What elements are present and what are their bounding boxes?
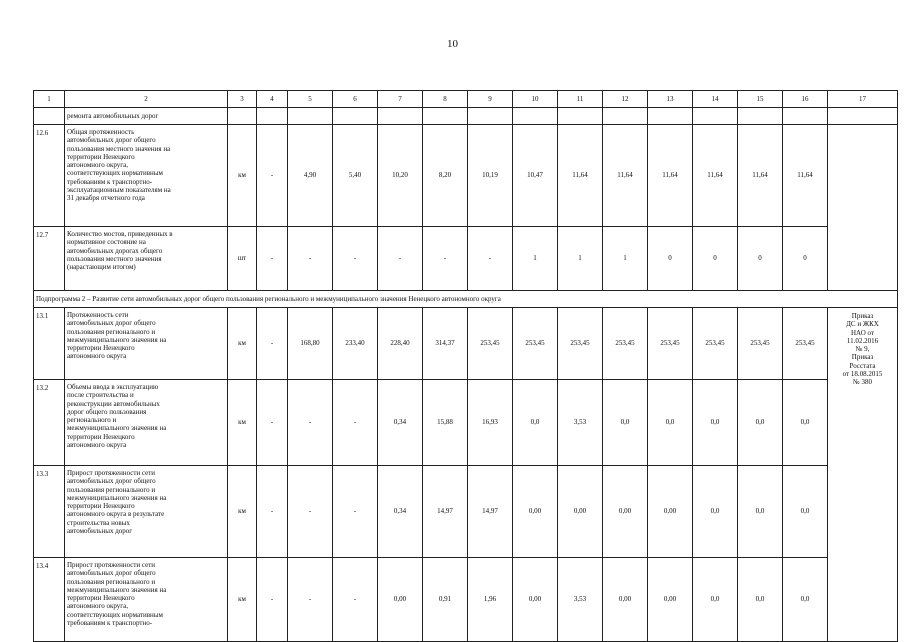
column-header: 7 <box>378 91 423 108</box>
text-line: ДС и ЖКХ <box>846 320 879 329</box>
text-line: НАО от <box>850 328 875 337</box>
value-cell: - <box>333 380 378 466</box>
row-number: 12.7 <box>34 227 65 291</box>
value-cell <box>603 108 648 125</box>
value-cell: - <box>288 380 333 466</box>
row-number: 13.2 <box>34 380 65 466</box>
text-line: нормативное состояние на <box>67 238 146 247</box>
value-cell <box>257 108 288 125</box>
value-cell: - <box>423 227 468 291</box>
value-cell: 15,88 <box>423 380 468 466</box>
value-cell <box>513 108 558 125</box>
column-header: 12 <box>603 91 648 108</box>
value-cell: 253,45 <box>468 308 513 380</box>
row-number: 13.3 <box>34 466 65 558</box>
value-cell: - <box>257 466 288 558</box>
text-line: автомобильных дорог общего <box>67 319 156 328</box>
value-cell: 233,40 <box>333 308 378 380</box>
column-header: 8 <box>423 91 468 108</box>
text-line: автомобильных дорог общего <box>67 569 156 578</box>
text-line: автомобильных дорог общего <box>67 477 156 486</box>
value-cell: 0 <box>693 227 738 291</box>
column-header: 1 <box>34 91 65 108</box>
text-line: автономного округа <box>67 440 127 449</box>
value-cell: 11,64 <box>558 125 603 227</box>
unit-cell: км <box>228 466 257 558</box>
value-cell: 16,93 <box>468 380 513 466</box>
value-cell: 0 <box>648 227 693 291</box>
table-row <box>34 558 898 642</box>
table-row <box>34 227 898 291</box>
value-cell: 0,0 <box>693 558 738 642</box>
text-line: межмуниципального значения на <box>67 493 167 502</box>
value-cell: 314,37 <box>423 308 468 380</box>
value-cell: 0,00 <box>558 466 603 558</box>
text-line: 11.02.2016 <box>846 336 879 345</box>
text-line: автомобильных дорог <box>67 526 133 535</box>
indicator-name <box>65 466 228 558</box>
value-cell: 11,64 <box>648 125 693 227</box>
unit-cell: шт <box>228 227 257 291</box>
column-header: 11 <box>558 91 603 108</box>
value-cell: 1 <box>513 227 558 291</box>
indicators-table <box>33 90 898 642</box>
text-line: дорог общего пользования <box>67 407 147 416</box>
value-cell <box>693 108 738 125</box>
value-cell: 0,0 <box>693 466 738 558</box>
indicator-name <box>65 125 228 227</box>
value-cell: 0,0 <box>603 380 648 466</box>
unit-cell: км <box>228 380 257 466</box>
value-cell: 1 <box>603 227 648 291</box>
column-header: 2 <box>65 91 228 108</box>
value-cell: 0,00 <box>648 558 693 642</box>
value-cell <box>423 108 468 125</box>
text-line: № 9, <box>855 345 870 353</box>
value-cell: 0 <box>738 227 783 291</box>
value-cell <box>738 108 783 125</box>
value-cell: 5,40 <box>333 125 378 227</box>
value-cell: 10,20 <box>378 125 423 227</box>
text-line: от 18.08.2015 <box>842 369 883 378</box>
unit-cell: км <box>228 558 257 642</box>
text-line: Объемы ввода в эксплуатацию <box>67 383 159 391</box>
value-cell: - <box>333 227 378 291</box>
value-cell: 11,64 <box>738 125 783 227</box>
value-cell: - <box>333 466 378 558</box>
indicator-name: ремонта автомобильных дорог <box>65 108 228 125</box>
value-cell: 253,45 <box>693 308 738 380</box>
text-line: пользования регионального и <box>67 485 156 494</box>
text-line: автономного округа <box>67 352 127 361</box>
column-header: 14 <box>693 91 738 108</box>
text-line: территории Ненецкого <box>67 432 135 441</box>
value-cell: 3,53 <box>558 380 603 466</box>
value-cell <box>648 108 693 125</box>
value-cell: 1,96 <box>468 558 513 642</box>
value-cell: 253,45 <box>603 308 648 380</box>
value-cell: 11,64 <box>783 125 828 227</box>
value-cell: 0,0 <box>693 380 738 466</box>
unit-cell: км <box>228 308 257 380</box>
text-line: автомобильных дорог общего <box>67 136 156 145</box>
text-line: соответствующих нормативным <box>67 610 163 619</box>
text-line: пользования регионального и <box>67 577 156 586</box>
text-line: требованиям к транспортно- <box>67 177 153 186</box>
value-cell: 253,45 <box>738 308 783 380</box>
value-cell: - <box>333 558 378 642</box>
value-cell: - <box>257 558 288 642</box>
value-cell: 0,0 <box>738 380 783 466</box>
value-cell <box>288 108 333 125</box>
text-line: Общая протяженность <box>67 128 135 136</box>
value-cell: 3,53 <box>558 558 603 642</box>
value-cell: 11,64 <box>693 125 738 227</box>
text-line: межмуниципального значения на <box>67 424 167 433</box>
value-cell: 0,0 <box>738 466 783 558</box>
text-line: пользования регионального и <box>67 327 156 336</box>
column-header: 10 <box>513 91 558 108</box>
text-line: Приказ <box>851 353 874 362</box>
indicator-name <box>65 227 228 291</box>
value-cell: 4,90 <box>288 125 333 227</box>
value-cell: - <box>257 308 288 380</box>
value-cell: 168,80 <box>288 308 333 380</box>
text-line: после строительства и <box>67 391 134 400</box>
row-number: 13.4 <box>34 558 65 642</box>
value-cell: 10,19 <box>468 125 513 227</box>
value-cell <box>228 108 257 125</box>
column-header: 13 <box>648 91 693 108</box>
column-header: 3 <box>228 91 257 108</box>
value-cell: - <box>288 227 333 291</box>
text-line: Прирост протяженности сети <box>67 561 156 569</box>
column-header: 16 <box>783 91 828 108</box>
text-line: Росстата <box>849 361 876 370</box>
text-line: межмуниципального значения на <box>67 585 167 594</box>
value-cell: 0,00 <box>603 466 648 558</box>
text-line: 31 декабря отчетного года <box>67 194 145 202</box>
indicator-name <box>65 308 228 380</box>
text-line: реконструкции автомобильных <box>67 399 160 408</box>
value-cell: 8,20 <box>423 125 468 227</box>
value-cell: 0,34 <box>378 466 423 558</box>
value-cell: 0,34 <box>378 380 423 466</box>
text-line: территории Ненецкого <box>67 502 135 510</box>
column-header: 6 <box>333 91 378 108</box>
page-number: 10 <box>447 38 458 50</box>
value-cell: - <box>288 558 333 642</box>
value-cell <box>558 108 603 125</box>
text-line: требованиям к транспортно- <box>67 618 153 627</box>
value-cell: - <box>257 125 288 227</box>
text-line: соответствующих нормативным <box>67 169 163 178</box>
subprogram-row <box>34 291 898 308</box>
text-line: Протяженность сети <box>67 311 129 319</box>
value-cell: 253,45 <box>648 308 693 380</box>
value-cell: 0,0 <box>513 380 558 466</box>
column-header: 4 <box>257 91 288 108</box>
text-line: Прирост протяженности сети <box>67 469 156 477</box>
value-cell: 0,00 <box>378 558 423 642</box>
text-line: территории Ненецкого <box>67 344 135 352</box>
text-line: пользования местного значения <box>67 254 162 263</box>
table-row <box>34 466 898 558</box>
value-cell: - <box>288 466 333 558</box>
text-line: эксплуатационным показателям на <box>67 185 171 194</box>
value-cell: 0,0 <box>783 558 828 642</box>
text-line: (нарастающим итогом) <box>67 263 136 271</box>
value-cell: 253,45 <box>783 308 828 380</box>
indicator-name <box>65 380 228 466</box>
value-cell: 0,0 <box>783 380 828 466</box>
text-line: пользования местного значения на <box>67 144 171 153</box>
table-row <box>34 380 898 466</box>
value-cell: 10,47 <box>513 125 558 227</box>
text-line: Количество мостов, приведенных в <box>67 230 173 238</box>
subprogram-title: Подпрограмма 2 – Развитие сети автомобильных дорог общего пользования регионального и межмуниципального значения Ненецкого автономного округа <box>34 291 898 308</box>
value-cell <box>783 108 828 125</box>
value-cell: - <box>257 380 288 466</box>
text-line: строительства новых <box>67 518 130 527</box>
column-header: 15 <box>738 91 783 108</box>
table-row <box>34 308 898 380</box>
value-cell: 0,0 <box>738 558 783 642</box>
value-cell: - <box>257 227 288 291</box>
value-cell: 0,91 <box>423 558 468 642</box>
text-line: территории Ненецкого <box>67 152 135 161</box>
value-cell: 0,00 <box>513 466 558 558</box>
value-cell: - <box>468 227 513 291</box>
source-note <box>828 308 898 642</box>
source-note-empty <box>828 125 898 291</box>
value-cell: 14,97 <box>468 466 513 558</box>
value-cell: 0 <box>783 227 828 291</box>
value-cell: 0,00 <box>513 558 558 642</box>
row-number: 13.1 <box>34 308 65 380</box>
value-cell: 0,00 <box>648 466 693 558</box>
text-line: регионального и <box>67 416 117 424</box>
header-row <box>34 91 898 108</box>
text-line: территории Ненецкого <box>67 594 135 602</box>
value-cell: 253,45 <box>513 308 558 380</box>
continuation-row <box>34 108 898 125</box>
value-cell <box>468 108 513 125</box>
text-line: автономного округа, <box>67 602 128 611</box>
value-cell: 228,40 <box>378 308 423 380</box>
text-line: автомобильных дорогах общего <box>67 246 163 255</box>
value-cell <box>333 108 378 125</box>
column-header: 5 <box>288 91 333 108</box>
value-cell <box>828 108 898 125</box>
table-row <box>34 125 898 227</box>
value-cell: 1 <box>558 227 603 291</box>
value-cell: 0,00 <box>603 558 648 642</box>
row-number <box>34 108 65 125</box>
value-cell: 253,45 <box>558 308 603 380</box>
value-cell: 14,97 <box>423 466 468 558</box>
value-cell: 11,64 <box>603 125 648 227</box>
value-cell: 0,0 <box>783 466 828 558</box>
text-line: автономного округа в результате <box>67 510 165 519</box>
text-line: межмуниципального значения на <box>67 335 167 344</box>
column-header: 17 <box>828 91 898 108</box>
indicator-name <box>65 558 228 642</box>
unit-cell: км <box>228 125 257 227</box>
column-header: 9 <box>468 91 513 108</box>
text-line: Приказ <box>851 312 874 320</box>
text-line: № 380 <box>853 378 872 386</box>
value-cell: - <box>378 227 423 291</box>
row-number: 12.6 <box>34 125 65 227</box>
text-line: автономного округа, <box>67 161 128 169</box>
value-cell: 0,0 <box>648 380 693 466</box>
value-cell <box>378 108 423 125</box>
